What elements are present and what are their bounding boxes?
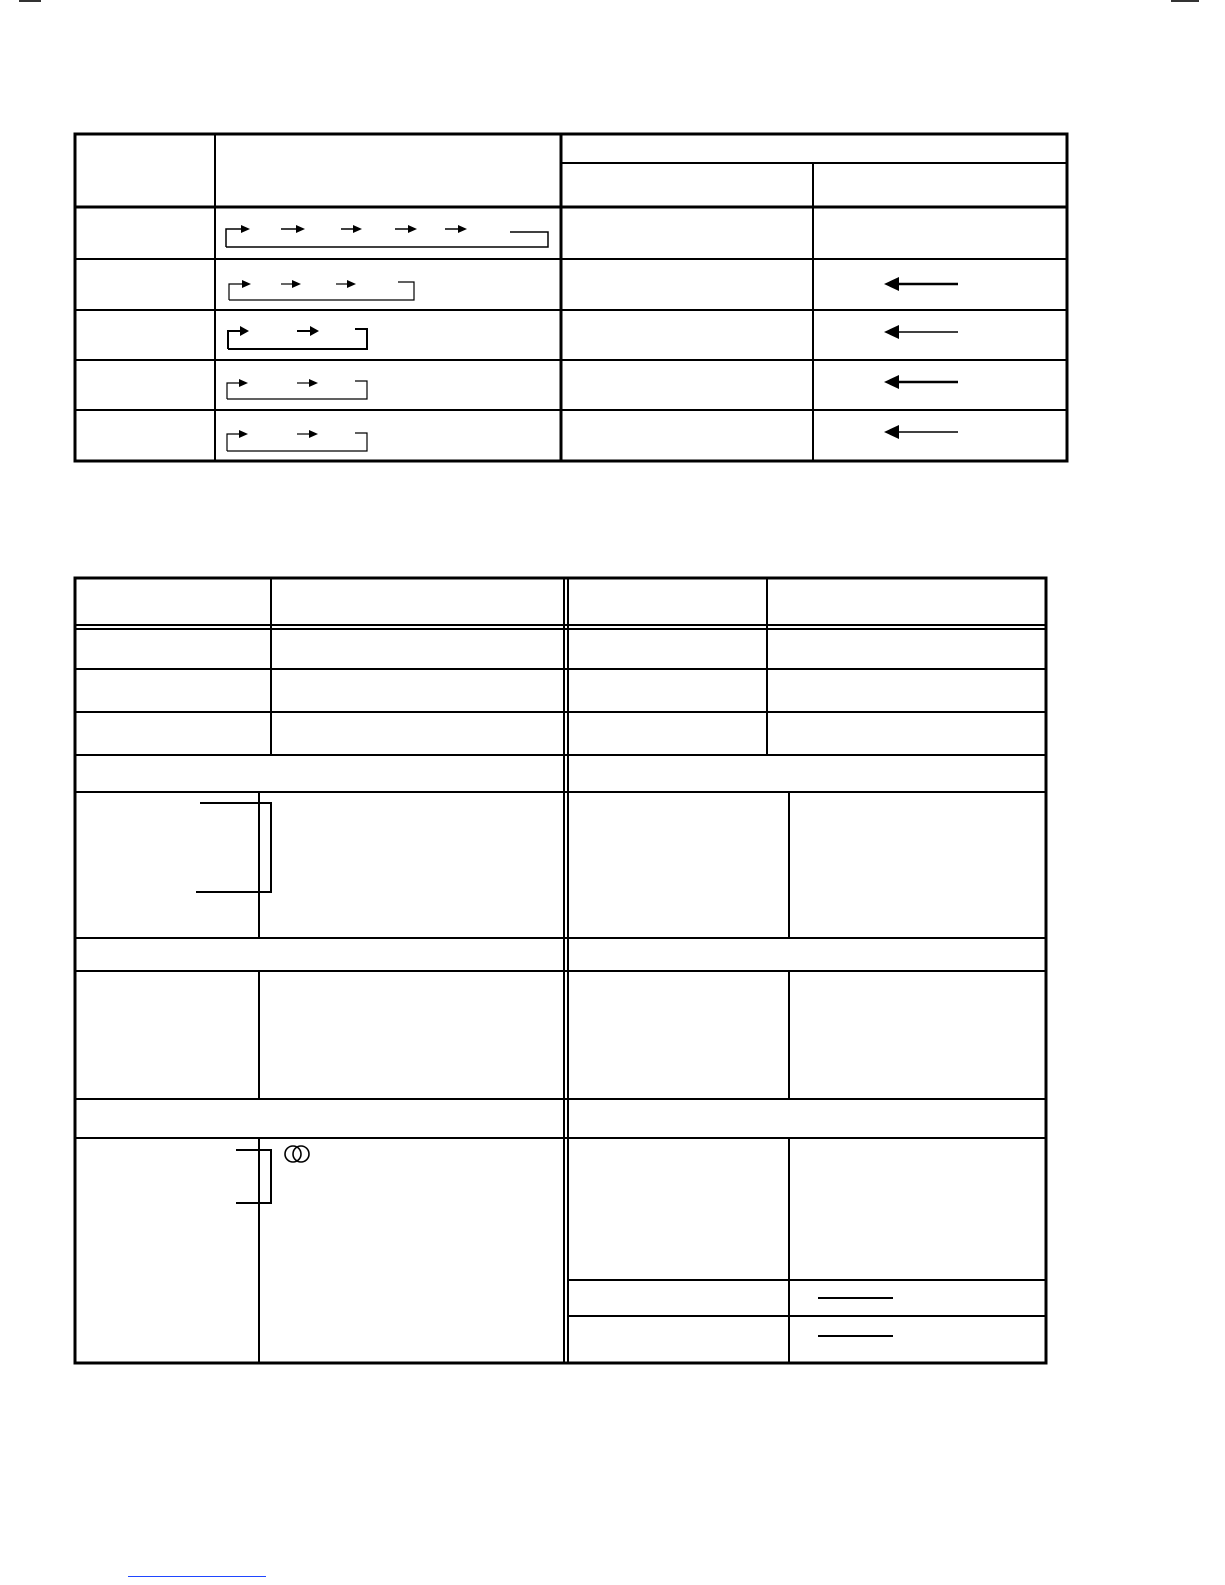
left-arrow-icon-row-5 bbox=[884, 425, 958, 439]
dual-ring-icon bbox=[285, 1146, 309, 1162]
spec-table bbox=[75, 578, 1046, 1363]
row-1-sequence-icon bbox=[226, 225, 548, 247]
left-arrow-icon-row-2 bbox=[884, 277, 958, 291]
row-2-sequence-icon bbox=[229, 280, 414, 300]
bottom-link-line bbox=[128, 1576, 266, 1577]
row-3-sequence-icon bbox=[228, 326, 367, 349]
row-4-sequence-icon bbox=[227, 379, 367, 399]
operation-table bbox=[75, 134, 1067, 461]
left-arrow-icon-row-4 bbox=[884, 375, 958, 389]
row-5-sequence-icon bbox=[227, 430, 367, 451]
left-arrow-icon-row-3 bbox=[884, 325, 958, 339]
